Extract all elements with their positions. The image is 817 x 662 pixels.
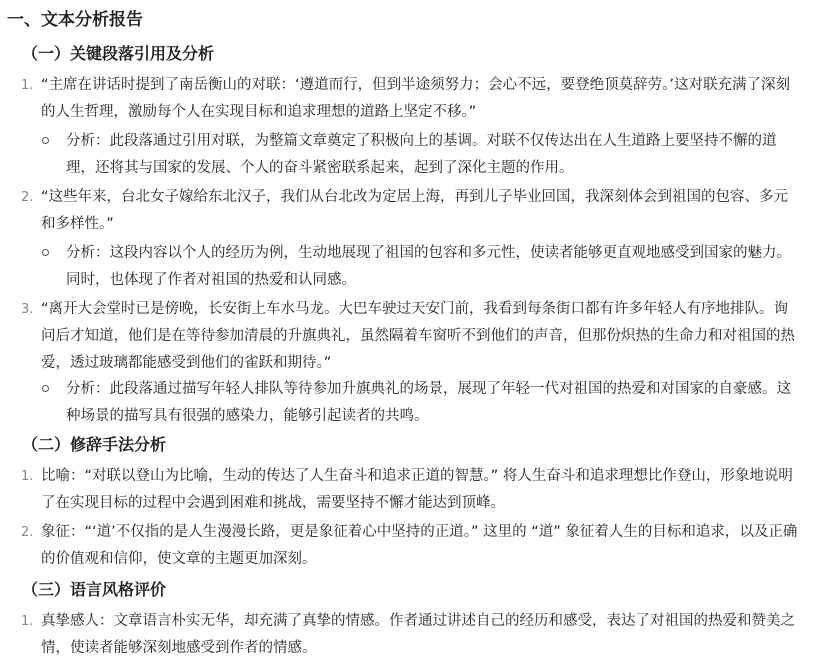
list-item [21,296,801,377]
circle-bullet-icon [42,137,49,144]
quote-text: “主席在讲话时提到了南岳衡山的对联：‘遵道而行，但到半途须努力；会心不远，要登绝顶莫辞劳。’这对联充满了深刻的人生哲理，激励每个人在实现目标和追求理想的道路上坚定不移。” [41,77,790,120]
analysis-text: 分析：这段内容以个人的经历为例，生动地展现了祖国的包容和多元性，使读者能够更直观地感受到国家的魅力。同时，也体现了作者对祖国的热爱和认同感。 [66,245,791,288]
list-number: 3. [21,302,34,317]
list-item [21,184,801,238]
list-number: 2. [21,190,34,205]
quote-text: “离开大会堂时已是傍晚，长安街上车水马龙。大巴车驶过天安门前，我看到每条街口都有许多年轻人有序地排队。询问后才知道，他们是在等待参加清晨的升旗典礼，虽然隔着车窗听不到他们的声音，但那份炽热的生命力和对祖国的热爱，透过玻璃都能感受到他们的雀跃和期待。” [41,301,795,371]
rhetoric-text: 比喻：“对联以登山为比喻，生动的传达了人生奋斗和追求正道的智慧。” 将人生奋斗和追求理想比作登山，形象地说明了在实现目标的过程中会遇到困难和挑战，需要坚持不懈才能达到顶峰。 [41,468,793,511]
circle-bullet-icon [42,385,49,392]
list-item [21,463,801,517]
report-heading: 一、文本分析报告 [7,10,143,30]
list-number: 1. [21,78,34,93]
list-item [21,519,801,573]
rhetoric-text: 象征：“‘道’不仅指的是人生漫漫长路，更是象征着心中坚持的正道。” 这里的 “道” 象征着人生的目标和追求，以及正确的价值观和信仰，使文章的主题更加深刻。 [41,524,798,567]
section-title-language-style: （三）语言风格评价 [22,580,167,599]
quote-text: “这些年来，台北女子嫁给东北汉子，我们从台北改为定居上海，再到儿子毕业回国，我深刻体会到祖国的包容、多元和多样性。” [41,189,789,232]
analysis-text: 分析：此段落通过引用对联，为整篇文章奠定了积极向上的基调。对联不仅传达出在人生道路上要坚持不懈的道理，还将其与国家的发展、个人的奋斗紧密联系起来，起到了深化主题的作用。 [66,133,777,176]
circle-bullet-icon [42,249,49,256]
style-text: 真挚感人：文章语言朴实无华，却充满了真挚的情感。作者通过讲述自己的经历和感受，表达了对祖国的热爱和赞美之情，使读者能够深刻地感受到作者的情感。 [41,613,795,656]
list-number: 1. [21,614,34,629]
list-item [21,72,801,126]
analysis-item [42,128,802,182]
section-title-rhetoric: （二）修辞手法分析 [22,435,167,454]
list-item [21,608,801,662]
list-number: 2. [21,525,34,540]
analysis-item [42,376,802,430]
analysis-item [42,240,802,294]
list-number: 1. [21,469,34,484]
section-title-key-paragraphs: （一）关键段落引用及分析 [22,44,215,63]
analysis-text: 分析：此段落通过描写年轻人排队等待参加升旗典礼的场景，展现了年轻一代对祖国的热爱和对国家的自豪感。这种场景的描写具有很强的感染力，能够引起读者的共鸣。 [66,381,791,424]
